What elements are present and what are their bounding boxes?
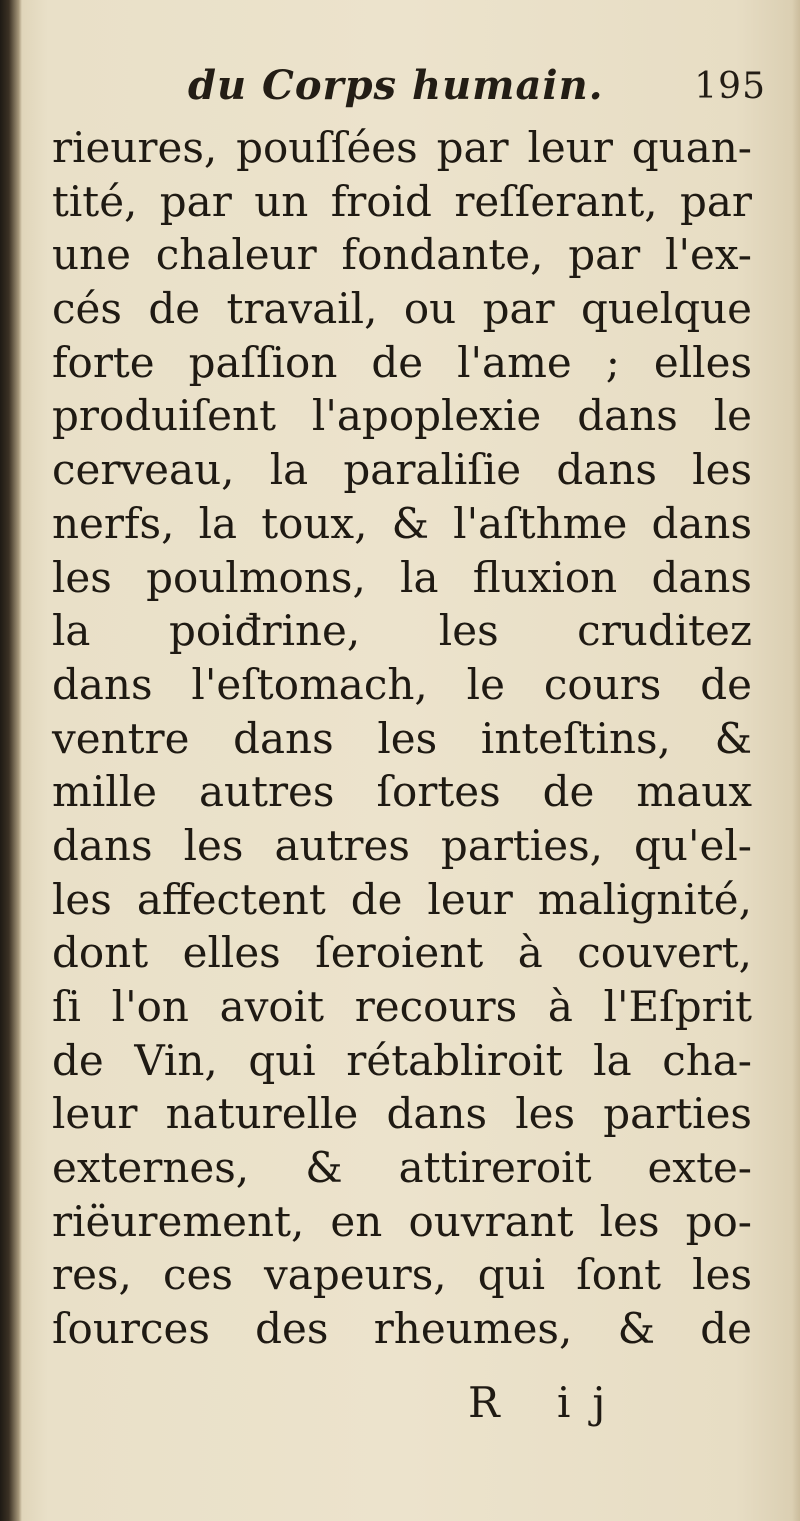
text-line: externes, & attireroit exte- bbox=[52, 1143, 752, 1193]
text-line: une chaleur fondante, par l'ex- bbox=[52, 230, 752, 280]
text-line: les affectent de leur malignité, bbox=[52, 874, 752, 924]
running-title: du Corps humain. bbox=[188, 62, 604, 109]
text-line: les poulmons, la fluxion dans bbox=[52, 552, 752, 602]
text-line: cerveau, la paraliſie dans les bbox=[52, 445, 752, 495]
text-line: ventre dans les inteſtins, & bbox=[52, 713, 752, 763]
text-line: dont elles ſeroient à couvert, bbox=[52, 928, 752, 978]
running-head bbox=[50, 62, 772, 122]
body-text bbox=[52, 121, 752, 1356]
text-line: dans l'eſtomach, le cours de bbox=[52, 659, 752, 709]
text-line: la poiđrine, les cruditez bbox=[52, 606, 752, 656]
text-line: riëurement, en ouvrant les po- bbox=[52, 1196, 752, 1246]
binding-edge bbox=[0, 0, 22, 1521]
page-number: 195 bbox=[694, 66, 766, 107]
text-line: dans les autres parties, qu'el- bbox=[52, 820, 752, 870]
text-line: cés de travail, ou par quelque bbox=[52, 284, 752, 334]
text-line: produiſent l'apoplexie dans le bbox=[52, 391, 752, 441]
text-line: tité, par un froid reſſerant, par bbox=[52, 176, 752, 226]
text-line: de Vin, qui rétabliroit la cha- bbox=[52, 1035, 752, 1085]
page-edge bbox=[792, 0, 800, 1521]
text-line: mille autres ſortes de maux bbox=[52, 767, 752, 817]
signature-mark: R ij bbox=[468, 1378, 628, 1427]
text-line: leur naturelle dans les parties bbox=[52, 1089, 752, 1139]
text-line: res, ces vapeurs, qui ſont les bbox=[52, 1250, 752, 1300]
text-line: forte paſſion de l'ame ; elles bbox=[52, 337, 752, 387]
text-line: rieures, pouſſées par leur quan- bbox=[52, 123, 752, 172]
text-line: nerfs, la toux, & l'aſthme dans bbox=[52, 498, 752, 548]
text-line: ſi l'on avoit recours à l'Eſprit bbox=[52, 982, 752, 1031]
text-line: ſources des rheumes, & de bbox=[52, 1304, 752, 1354]
